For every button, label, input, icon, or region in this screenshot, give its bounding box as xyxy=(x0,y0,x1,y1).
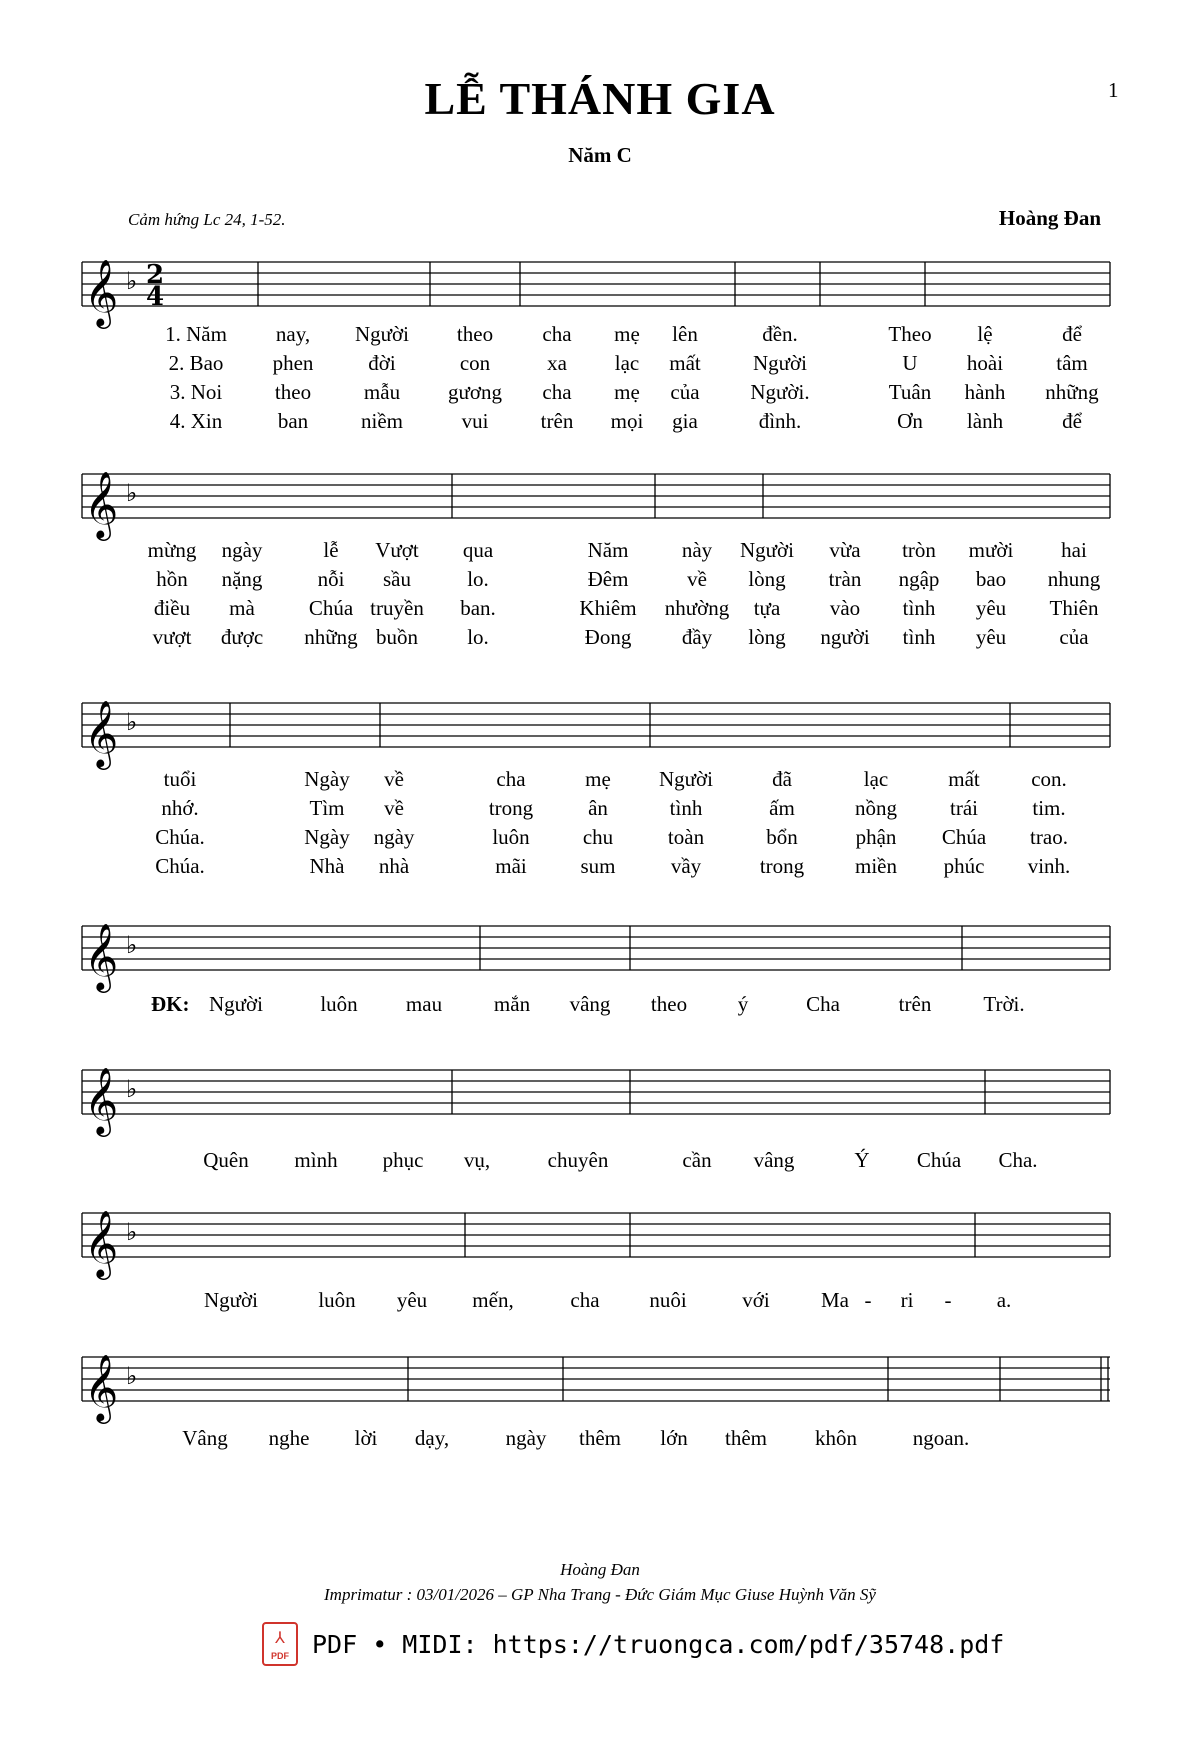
lyric-syllable: Đong xyxy=(584,625,632,649)
lyric-syllable: mừng xyxy=(147,538,197,562)
lyric-syllable: - xyxy=(944,1288,952,1312)
lyric-syllable: mà xyxy=(229,596,255,620)
lyric-syllable: ngoan. xyxy=(912,1426,970,1450)
lyric-syllable: ngập xyxy=(898,567,940,591)
lyric-syllable: qua xyxy=(462,538,494,562)
lyric-syllable: những xyxy=(304,625,358,649)
lyric-syllable: buồn xyxy=(376,625,418,649)
lyric-syllable: lệ xyxy=(977,322,993,346)
lyric-syllable: nhớ. xyxy=(161,796,199,820)
lyric-syllable: miền xyxy=(855,854,897,878)
lyric-syllable: tình xyxy=(902,625,936,649)
song-title: LỄ THÁNH GIA xyxy=(424,73,776,124)
lyric-syllable: vâng xyxy=(569,992,611,1016)
lyric-syllable: vâng xyxy=(753,1148,795,1172)
lyric-syllable: mẫu xyxy=(363,380,401,404)
key-signature-flat-icon: ♭ xyxy=(126,1218,138,1246)
lyric-syllable: Ngày xyxy=(304,825,350,849)
lyric-syllable: U xyxy=(902,351,918,375)
lyric-syllable: lòng xyxy=(748,567,786,591)
music-staff xyxy=(0,1060,1200,1134)
lyric-syllable: mẹ xyxy=(585,767,611,791)
treble-clef-icon: 𝄞 xyxy=(84,699,119,767)
lyric-syllable: cha xyxy=(570,1288,600,1312)
lyric-syllable: cha xyxy=(542,322,572,346)
lyric-syllable: Người xyxy=(355,322,409,346)
lyric-syllable: thêm xyxy=(579,1426,621,1450)
lyric-syllable: đời xyxy=(368,351,396,375)
lyric-syllable: khôn xyxy=(815,1426,857,1450)
lyric-syllable: phục xyxy=(382,1148,424,1172)
lyric-syllable: nay, xyxy=(275,322,311,346)
lyric-syllable: ngày xyxy=(373,825,415,849)
lyric-syllable: đình. xyxy=(758,409,802,433)
page-number: 1 xyxy=(1108,78,1119,102)
lyric-syllable: ý xyxy=(737,992,749,1016)
lyric-syllable: để xyxy=(1062,409,1082,433)
lyric-syllable: yêu xyxy=(396,1288,428,1312)
lyric-syllable: tựa xyxy=(753,596,781,620)
lyric-syllable: phúc xyxy=(943,854,985,878)
lyric-syllable: mình xyxy=(294,1148,338,1172)
lyric-syllable: hai xyxy=(1061,538,1087,562)
lyric-syllable: ngày xyxy=(505,1426,547,1450)
lyric-syllable: hành xyxy=(964,380,1006,404)
lyric-syllable: về xyxy=(687,567,707,591)
lyric-syllable: Cha xyxy=(806,992,840,1016)
lyric-syllable: ri xyxy=(900,1288,914,1312)
lyric-syllable: phen xyxy=(272,351,314,375)
key-signature-flat-icon: ♭ xyxy=(126,479,138,507)
lyric-syllable: ban. xyxy=(460,596,496,620)
key-signature-flat-icon: ♭ xyxy=(126,1362,138,1390)
lyric-syllable: Chúa xyxy=(916,1148,962,1172)
lyric-syllable: với xyxy=(742,1288,770,1312)
treble-clef-icon: 𝄞 xyxy=(84,470,119,538)
lyric-syllable: Người xyxy=(659,767,713,791)
music-staff xyxy=(0,1347,1200,1421)
scripture-source: Cảm hứng Lc 24, 1-52. xyxy=(128,210,286,229)
lyric-syllable: mãi xyxy=(495,854,527,878)
lyric-syllable: sum xyxy=(580,854,616,878)
lyric-syllable: trao. xyxy=(1030,825,1068,849)
lyric-syllable: mất xyxy=(948,767,980,791)
lyric-syllable: nhà xyxy=(378,854,410,878)
lyric-syllable: Chúa. xyxy=(155,854,205,878)
acrobat-glyph-icon: ⅄ xyxy=(275,1628,285,1647)
lyric-syllable: Thiên xyxy=(1049,596,1099,620)
music-staff xyxy=(0,464,1200,538)
music-staff xyxy=(0,693,1200,767)
lyric-syllable: lạc xyxy=(614,351,640,375)
lyric-syllable: đầy xyxy=(681,625,713,649)
pdf-file-icon[interactable] xyxy=(262,1622,298,1666)
lyric-syllable: Người. xyxy=(750,380,810,404)
lyric-syllable: hoài xyxy=(966,351,1004,375)
lyric-syllable: Tuân xyxy=(888,380,932,404)
key-signature-flat-icon: ♭ xyxy=(126,708,138,736)
lyric-syllable: lành xyxy=(966,409,1004,433)
lyric-syllable: niềm xyxy=(361,409,403,433)
lyric-syllable: lạc xyxy=(863,767,889,791)
music-staff xyxy=(0,916,1200,990)
lyric-syllable: trong xyxy=(488,796,534,820)
music-staff xyxy=(0,1203,1200,1277)
lyric-syllable: ngày xyxy=(221,538,263,562)
lyric-syllable: gương xyxy=(448,380,502,404)
lyric-syllable: Người xyxy=(753,351,807,375)
treble-clef-icon: 𝄞 xyxy=(84,922,119,990)
time-signature-icon: 2 xyxy=(146,259,165,290)
lyric-syllable: luôn xyxy=(318,1288,356,1312)
footer-author: Hoàng Đan xyxy=(560,1560,640,1579)
lyric-syllable: Năm xyxy=(587,538,629,562)
pdf-icon-label: PDF xyxy=(271,1651,289,1661)
lyric-syllable: yêu xyxy=(975,596,1007,620)
lyric-syllable: cha xyxy=(542,380,572,404)
lyric-syllable: mẹ xyxy=(614,380,640,404)
lyric-syllable: Theo xyxy=(888,322,932,346)
lyric-syllable: hồn xyxy=(156,567,188,591)
lyric-syllable: Ơn xyxy=(897,409,923,433)
lyric-syllable: đền. xyxy=(762,322,798,346)
lyric-syllable: vừa xyxy=(829,538,861,562)
time-signature-icon: 4 xyxy=(146,281,165,312)
lyric-syllable: Đêm xyxy=(587,567,629,591)
lyric-syllable: lên xyxy=(672,322,698,346)
lyric-syllable: vượt xyxy=(152,625,192,649)
lyric-syllable: tình xyxy=(669,796,703,820)
lyric-syllable: nhung xyxy=(1047,567,1101,591)
lyric-syllable: nuôi xyxy=(649,1288,687,1312)
lyric-syllable: tròn xyxy=(902,538,936,562)
lyric-syllable: Người xyxy=(209,992,263,1016)
lyric-syllable: cha xyxy=(496,767,526,791)
lyric-syllable: luôn xyxy=(492,825,530,849)
lyric-syllable: cần xyxy=(682,1148,712,1172)
key-signature-flat-icon: ♭ xyxy=(126,267,138,295)
lyric-syllable: luôn xyxy=(320,992,358,1016)
lyric-syllable: bổn xyxy=(766,825,798,849)
lyric-syllable: chuyên xyxy=(547,1148,609,1172)
lyric-syllable: theo xyxy=(456,322,494,346)
lyric-syllable: nỗi xyxy=(317,567,345,591)
lyric-syllable: 1. Năm xyxy=(165,322,227,346)
lyric-syllable: vui xyxy=(461,409,489,433)
lyric-syllable: về xyxy=(384,767,404,791)
treble-clef-icon: 𝄞 xyxy=(84,1209,119,1277)
lyric-syllable: vào xyxy=(829,596,861,620)
lyric-syllable: Vâng xyxy=(182,1426,228,1450)
lyric-syllable: Khiêm xyxy=(579,596,637,620)
lyric-syllable: truyền xyxy=(370,596,424,620)
lyric-syllable: Trời. xyxy=(983,992,1025,1016)
lyric-syllable: nghe xyxy=(268,1426,310,1450)
lyric-syllable: Quên xyxy=(203,1148,249,1172)
lyric-syllable: lo. xyxy=(467,567,489,591)
refrain-label: ĐK: xyxy=(151,992,190,1016)
lyric-syllable: vụ, xyxy=(463,1148,491,1172)
lyric-syllable: phận xyxy=(855,825,897,849)
lyric-syllable: vầy xyxy=(670,854,702,878)
lyric-syllable: theo xyxy=(650,992,688,1016)
lyric-syllable: con xyxy=(459,351,491,375)
lyric-syllable: Ma xyxy=(821,1288,849,1312)
lyric-syllable: được xyxy=(220,625,264,649)
lyric-syllable: 3. Noi xyxy=(169,380,223,404)
lyric-syllable: 4. Xin xyxy=(169,409,223,433)
lyric-syllable: lớn xyxy=(660,1426,688,1450)
lyric-syllable: Người xyxy=(204,1288,258,1312)
lyric-syllable: Chúa xyxy=(308,596,354,620)
lyric-syllable: lễ xyxy=(323,538,339,562)
pdf-midi-link[interactable] xyxy=(262,1622,1004,1666)
lyric-syllable: gia xyxy=(672,409,698,433)
lyric-syllable: của xyxy=(1059,625,1089,649)
lyric-syllable: theo xyxy=(274,380,312,404)
lyric-syllable: Ngày xyxy=(304,767,350,791)
lyric-syllable: trái xyxy=(950,796,978,820)
lyric-syllable: Tìm xyxy=(309,796,345,820)
lyric-syllable: nhường xyxy=(664,596,730,620)
lyric-syllable: lời xyxy=(354,1426,378,1450)
lyric-syllable: về xyxy=(384,796,404,820)
lyric-syllable: a. xyxy=(996,1288,1012,1312)
lyric-syllable: Nhà xyxy=(309,854,345,878)
lyric-syllable: ân xyxy=(588,796,608,820)
lyric-syllable: tình xyxy=(902,596,936,620)
lyric-syllable: mắn xyxy=(493,992,531,1016)
lyric-syllable: tim. xyxy=(1032,796,1066,820)
lyric-syllable: trên xyxy=(898,992,932,1016)
lyric-syllable: Vượt xyxy=(375,538,419,562)
treble-clef-icon: 𝄞 xyxy=(84,258,119,326)
lyric-syllable: Chúa xyxy=(941,825,987,849)
lyric-syllable: xa xyxy=(547,351,567,375)
lyric-syllable: bao xyxy=(975,567,1007,591)
lyric-syllable: mau xyxy=(405,992,443,1016)
lyric-syllable: đã xyxy=(772,767,792,791)
lyric-syllable: Ý xyxy=(854,1148,870,1172)
lyric-syllable: lo. xyxy=(467,625,489,649)
lyric-syllable: vinh. xyxy=(1027,854,1071,878)
lyric-syllable: nặng xyxy=(221,567,263,591)
lyric-syllable: mến, xyxy=(472,1288,514,1312)
lyric-syllable: thêm xyxy=(725,1426,767,1450)
lyric-syllable: của xyxy=(670,380,700,404)
lyric-syllable: tâm xyxy=(1056,351,1088,375)
key-signature-flat-icon: ♭ xyxy=(126,931,138,959)
lyric-syllable: sầu xyxy=(383,567,411,591)
lyric-syllable: này xyxy=(681,538,713,562)
lyric-syllable: mọi xyxy=(610,409,644,433)
lyric-syllable: yêu xyxy=(975,625,1007,649)
lyric-syllable: Cha. xyxy=(998,1148,1038,1172)
pdf-link-text[interactable]: PDF • MIDI: https://truongca.com/pdf/35748.pdf xyxy=(312,1629,1005,1659)
lyric-syllable: 2. Bao xyxy=(168,351,224,375)
lyric-syllable: lòng xyxy=(748,625,786,649)
lyric-syllable: người xyxy=(820,625,870,649)
lyric-syllable: để xyxy=(1062,322,1082,346)
lyric-syllable: tuổi xyxy=(163,767,197,791)
lyric-syllable: mất xyxy=(669,351,701,375)
music-staff xyxy=(0,252,1200,326)
lyric-syllable: điều xyxy=(153,596,191,620)
lyric-syllable: toàn xyxy=(667,825,705,849)
lyric-syllable: con. xyxy=(1031,767,1067,791)
key-signature-flat-icon: ♭ xyxy=(126,1075,138,1103)
lyric-syllable: tràn xyxy=(828,567,862,591)
treble-clef-icon: 𝄞 xyxy=(84,1066,119,1134)
lyric-syllable: - xyxy=(864,1288,872,1312)
lyric-syllable: những xyxy=(1045,380,1099,404)
song-subtitle: Năm C xyxy=(568,143,632,167)
lyric-syllable: mười xyxy=(968,538,1014,562)
lyric-syllable: ban xyxy=(277,409,309,433)
lyric-syllable: dạy, xyxy=(414,1426,450,1450)
lyric-syllable: mẹ xyxy=(614,322,640,346)
treble-clef-icon: 𝄞 xyxy=(84,1353,119,1421)
composer-name: Hoàng Đan xyxy=(998,206,1101,230)
lyric-syllable: chu xyxy=(582,825,614,849)
footer-imprimatur: Imprimatur : 03/01/2026 – GP Nha Trang - Đức Giám Mục Giuse Huỳnh Văn Sỹ xyxy=(324,1585,876,1604)
lyric-syllable: Người xyxy=(740,538,794,562)
lyric-syllable: Chúa. xyxy=(155,825,205,849)
lyric-syllable: ấm xyxy=(769,796,795,820)
lyric-syllable: trong xyxy=(759,854,805,878)
lyric-syllable: nồng xyxy=(855,796,897,820)
lyric-syllable: trên xyxy=(540,409,574,433)
